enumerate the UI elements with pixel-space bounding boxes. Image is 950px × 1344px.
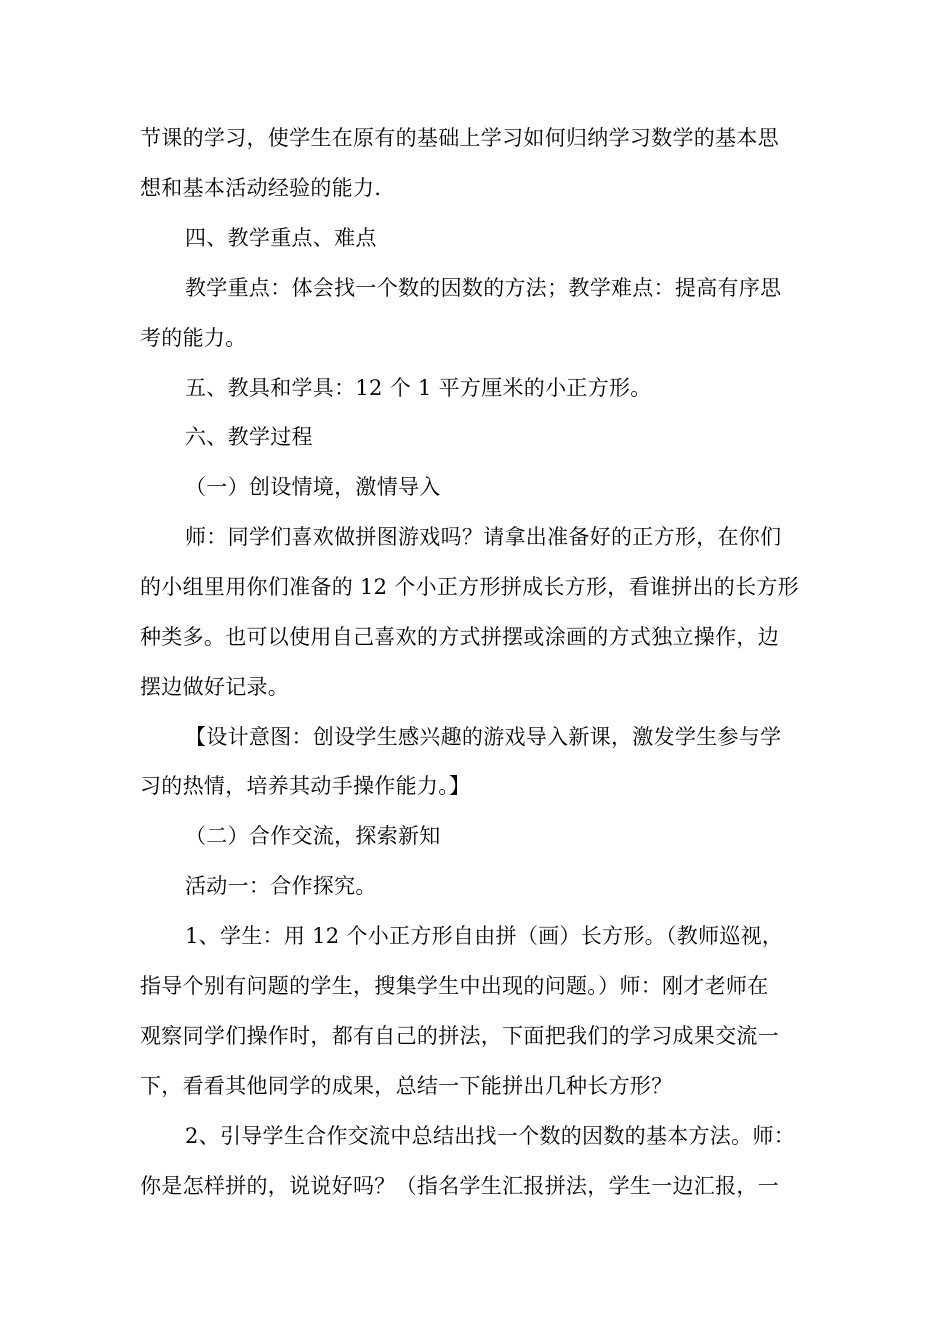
section-heading: 五、教具和学具：12 个 1 平方厘米的小正方形。 — [185, 376, 652, 400]
subsection-heading: （一）创设情境，激情导入 — [185, 475, 441, 499]
text-line: 师：同学们喜欢做拼图游戏吗？请拿出准备好的正方形，在你们 — [185, 525, 782, 549]
text-line: 你是怎样拼的，说说好吗？（指名学生汇报拼法，学生一边汇报，一 — [140, 1174, 779, 1198]
text-line: 节课的学习，使学生在原有的基础上学习如何归纳学习数学的基本思 — [140, 126, 779, 150]
text-line: 1、学生：用 12 个小正方形自由拼（画）长方形。（教师巡视， — [185, 924, 784, 948]
section-heading: 四、教学重点、难点 — [185, 226, 377, 250]
design-intent-note: 【设计意图：创设学生感兴趣的游戏导入新课，激发学生参与学 — [185, 725, 782, 749]
design-intent-note: 习的热情，培养其动手操作能力。】 — [140, 774, 471, 798]
text-line: 观察同学们操作时，都有自己的拼法，下面把我们的学习成果交流一 — [140, 1024, 779, 1048]
text-line: 下，看看其他同学的成果，总结一下能拼出几种长方形？ — [140, 1074, 673, 1098]
text-line: 种类多。也可以使用自己喜欢的方式拼摆或涂画的方式独立操作，边 — [140, 625, 779, 649]
text-line: 2、引导学生合作交流中总结出找一个数的因数的基本方法。师： — [185, 1124, 796, 1148]
text-line: 教学重点：体会找一个数的因数的方法；教学难点：提高有序思 — [185, 276, 782, 300]
text-line: 的小组里用你们准备的 12 个小正方形拼成长方形，看谁拼出的长方形 — [140, 575, 799, 599]
subsection-heading: （二）合作交流，探索新知 — [185, 824, 441, 848]
text-line: 考的能力。 — [140, 326, 247, 350]
text-line: 摆边做好记录。 — [140, 675, 290, 699]
activity-heading: 活动一：合作探究。 — [185, 874, 377, 898]
text-line: 想和基本活动经验的能力. — [140, 176, 382, 200]
text-line: 指导个别有问题的学生，搜集学生中出现的问题。）师：刚才老师在 — [140, 974, 769, 998]
section-heading: 六、教学过程 — [185, 425, 313, 449]
